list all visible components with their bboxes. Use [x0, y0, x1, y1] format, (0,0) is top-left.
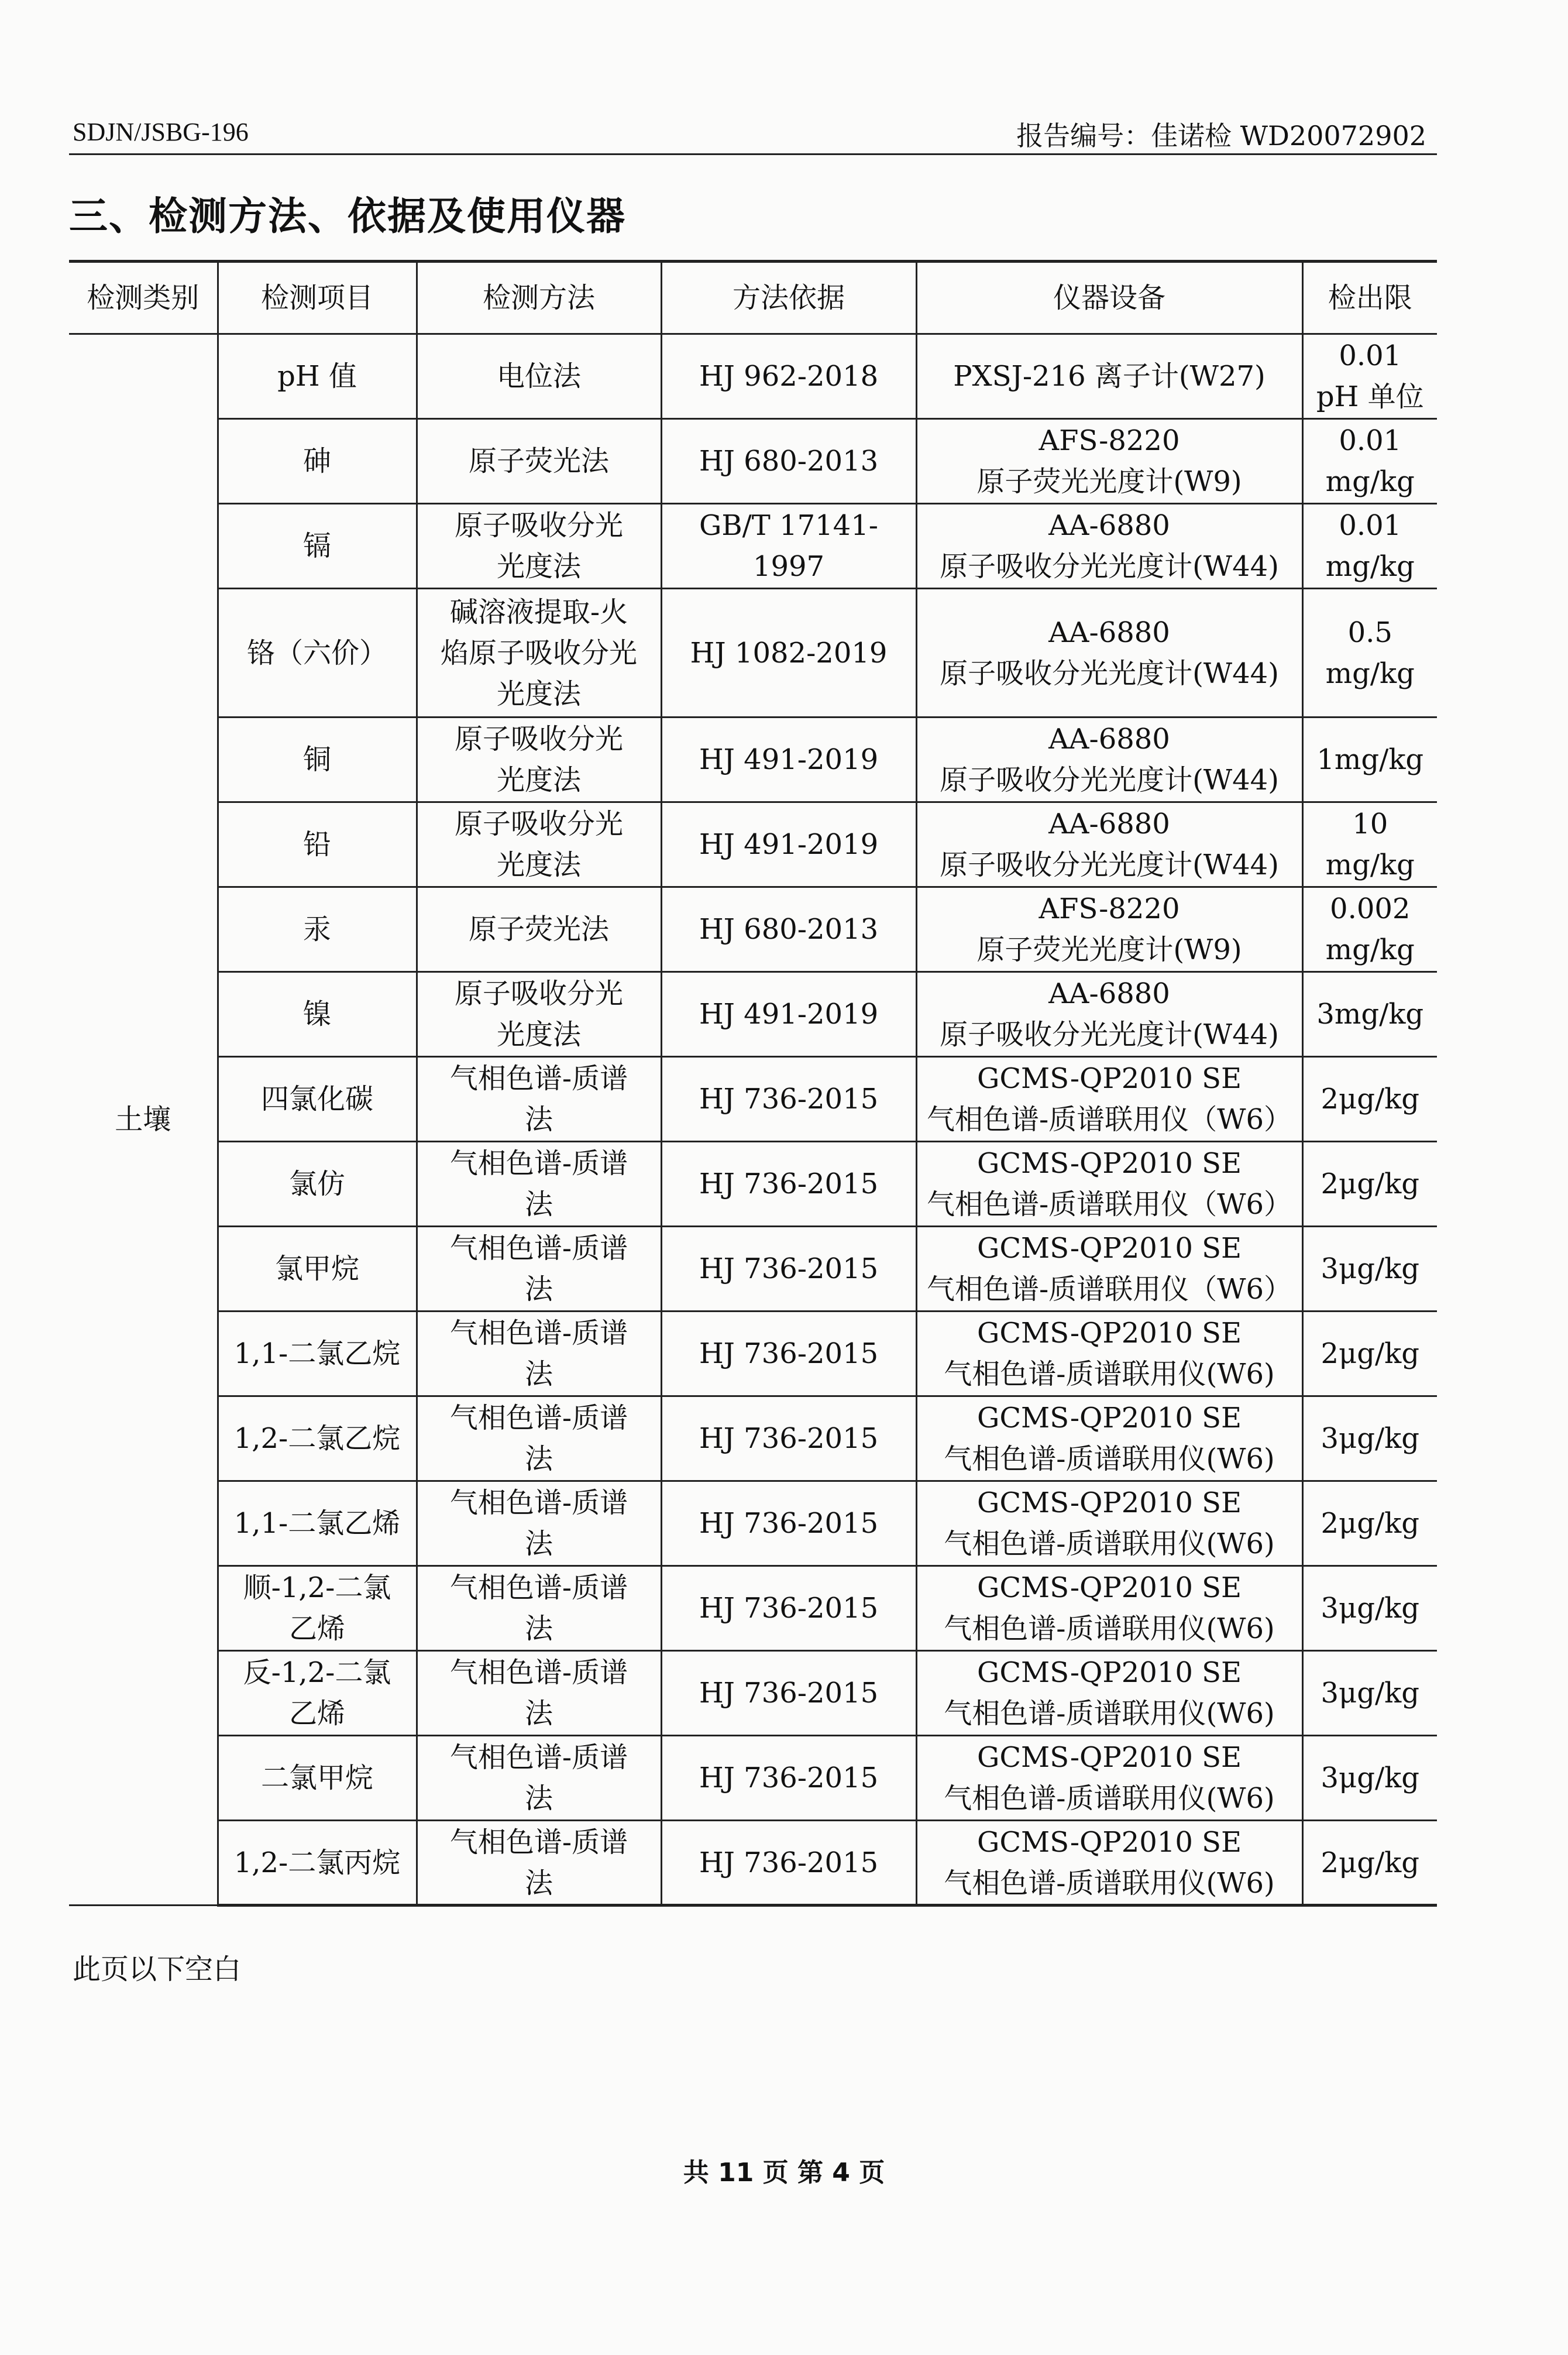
- cell-line: 二氯甲烷: [260, 1762, 373, 1794]
- limit-cell: [1302, 1736, 1437, 1821]
- cell-line: AA-6880: [1048, 616, 1170, 649]
- cell-line: mg/kg: [1325, 465, 1415, 498]
- instrument-cell: [916, 972, 1302, 1057]
- table-row: [69, 1481, 1437, 1566]
- cell-line: 原子荧光光度计(W9): [976, 933, 1242, 966]
- method-cell: [417, 802, 661, 887]
- basis-cell: GB/T 17141-1997: [661, 504, 916, 589]
- basis-cell: HJ 491-2019: [661, 718, 916, 802]
- cell-line: AA-6880: [1048, 723, 1170, 756]
- cell-line: GCMS-QP2010 SE: [976, 1656, 1242, 1689]
- cell-line: 气相色谱-质谱联用仪(W6): [944, 1866, 1275, 1900]
- cell-line: 光度法: [496, 550, 581, 583]
- cell-line: 原子吸收分光光度计(W44): [940, 764, 1279, 797]
- method-cell: [417, 1396, 661, 1481]
- cell-line: pH 值: [277, 360, 357, 393]
- document-code: SDJN/JSBG-196: [73, 118, 249, 146]
- cell-line: 光度法: [496, 1018, 581, 1051]
- page-footer: 共 11 页 第 4 页: [683, 2158, 885, 2188]
- limit-cell: [1302, 972, 1437, 1057]
- instrument-cell: [916, 1312, 1302, 1396]
- limit-cell: [1302, 1312, 1437, 1396]
- basis-cell: HJ 680-2013: [661, 419, 916, 504]
- cell-line: 镍: [302, 998, 331, 1031]
- instrument-cell: [916, 1651, 1302, 1736]
- cell-line: 3μg/kg: [1321, 1422, 1419, 1455]
- instrument-cell: [916, 419, 1302, 504]
- item-cell: [218, 1481, 417, 1566]
- cell-line: 法: [524, 1612, 553, 1645]
- cell-line: 气相色谱-质谱联用仪（W6）: [926, 1103, 1292, 1136]
- cell-line: AA-6880: [1048, 977, 1170, 1010]
- section-title: 三、检测方法、依据及使用仪器: [69, 194, 626, 239]
- category-cell: 土壤: [69, 334, 218, 1906]
- cell-line: 3μg/kg: [1321, 1592, 1419, 1625]
- limit-cell: [1302, 419, 1437, 504]
- cell-line: 气相色谱-质谱: [449, 1487, 628, 1519]
- cell-line: 电位法: [496, 360, 581, 393]
- instrument-cell: [916, 1821, 1302, 1906]
- cell-line: 气相色谱-质谱: [449, 1571, 628, 1604]
- limit-cell: [1302, 504, 1437, 589]
- cell-line: 3μg/kg: [1321, 1677, 1419, 1709]
- cell-line: 法: [524, 1103, 553, 1136]
- basis-cell: HJ 962-2018: [661, 334, 916, 419]
- limit-cell: [1302, 1396, 1437, 1481]
- cell-line: 气相色谱-质谱联用仪（W6）: [926, 1273, 1292, 1306]
- cell-line: 1mg/kg: [1316, 743, 1424, 776]
- instrument-cell: [916, 1142, 1302, 1227]
- report-number: 报告编号：佳诺检 WD20072902: [1016, 120, 1426, 152]
- table-row: [69, 718, 1437, 802]
- cell-line: 1,2-二氯丙烷: [233, 1846, 401, 1879]
- method-cell: [417, 1312, 661, 1396]
- method-cell: [417, 1481, 661, 1566]
- cell-line: 砷: [302, 445, 331, 478]
- method-cell: [417, 887, 661, 972]
- limit-cell: [1302, 334, 1437, 419]
- column-header: 检出限: [1302, 262, 1437, 334]
- cell-line: 气相色谱-质谱联用仪(W6): [944, 1358, 1275, 1391]
- table-row: [69, 887, 1437, 972]
- item-cell: [218, 887, 417, 972]
- cell-line: 原子荧光光度计(W9): [976, 465, 1242, 498]
- table-header-row: [69, 262, 1437, 334]
- cell-line: 光度法: [496, 764, 581, 797]
- item-cell: [218, 1227, 417, 1312]
- cell-line: GCMS-QP2010 SE: [976, 1741, 1242, 1774]
- method-cell: [417, 419, 661, 504]
- cell-line: 2μg/kg: [1321, 1846, 1419, 1879]
- cell-line: 1,2-二氯乙烷: [233, 1422, 401, 1455]
- table-row: [69, 1057, 1437, 1142]
- basis-cell: HJ 736-2015: [661, 1651, 916, 1736]
- method-cell: [417, 1142, 661, 1227]
- cell-line: 法: [524, 1358, 553, 1391]
- cell-line: 原子吸收分光光度计(W44): [940, 550, 1279, 583]
- methods-table: [69, 260, 1437, 1907]
- table-row: [69, 1312, 1437, 1396]
- column-header: 方法依据: [661, 262, 916, 334]
- item-cell: [218, 802, 417, 887]
- cell-line: 四氯化碳: [260, 1083, 373, 1115]
- instrument-cell: [916, 504, 1302, 589]
- item-cell: [218, 1396, 417, 1481]
- cell-line: 2μg/kg: [1321, 1083, 1419, 1115]
- cell-line: 气相色谱-质谱: [449, 1232, 628, 1265]
- cell-line: 乙烯: [288, 1612, 345, 1645]
- cell-line: 气相色谱-质谱: [449, 1062, 628, 1095]
- cell-line: 3μg/kg: [1321, 1762, 1419, 1794]
- cell-line: 法: [524, 1697, 553, 1730]
- item-cell: [218, 1057, 417, 1142]
- cell-line: 氯仿: [288, 1168, 345, 1200]
- cell-line: 光度法: [496, 849, 581, 881]
- table-row: [69, 504, 1437, 589]
- cell-line: 气相色谱-质谱联用仪（W6）: [926, 1188, 1292, 1221]
- cell-line: 铅: [302, 828, 331, 861]
- basis-cell: HJ 1082-2019: [661, 589, 916, 718]
- limit-cell: [1302, 1227, 1437, 1312]
- cell-line: GCMS-QP2010 SE: [976, 1317, 1242, 1350]
- table-row: [69, 802, 1437, 887]
- cell-line: AFS-8220: [1039, 892, 1180, 925]
- cell-line: 1,1-二氯乙烯: [233, 1507, 401, 1540]
- limit-cell: [1302, 1142, 1437, 1227]
- cell-line: 反-1,2-二氯: [243, 1656, 391, 1689]
- cell-line: GCMS-QP2010 SE: [976, 1571, 1242, 1604]
- cell-line: 1,1-二氯乙烷: [233, 1337, 401, 1370]
- item-cell: [218, 589, 417, 718]
- cell-line: 原子吸收分光: [454, 509, 623, 542]
- cell-line: 法: [524, 1273, 553, 1306]
- column-header: 检测方法: [417, 262, 661, 334]
- cell-line: 铬（六价）: [246, 636, 387, 670]
- cell-line: 法: [524, 1188, 553, 1221]
- cell-line: 铜: [302, 743, 331, 776]
- cell-line: 原子吸收分光: [454, 723, 623, 756]
- cell-line: 顺-1,2-二氯: [243, 1571, 391, 1604]
- cell-line: 气相色谱-质谱: [449, 1317, 628, 1350]
- cell-line: PXSJ-216 离子计(W27): [953, 360, 1266, 393]
- table-row: [69, 589, 1437, 718]
- cell-line: 气相色谱-质谱联用仪(W6): [944, 1527, 1275, 1560]
- cell-line: 3μg/kg: [1321, 1252, 1419, 1285]
- cell-line: 碱溶液提取-火: [449, 595, 628, 629]
- limit-cell: [1302, 1481, 1437, 1566]
- instrument-cell: [916, 1057, 1302, 1142]
- cell-line: 2μg/kg: [1321, 1507, 1419, 1540]
- limit-cell: [1302, 589, 1437, 718]
- cell-line: AA-6880: [1048, 509, 1170, 542]
- table-row: [69, 1396, 1437, 1481]
- table-body: [69, 334, 1437, 1906]
- basis-cell: HJ 736-2015: [661, 1227, 916, 1312]
- method-cell: [417, 589, 661, 718]
- table-row: [69, 1821, 1437, 1906]
- table-row: [69, 1142, 1437, 1227]
- cell-line: 0.002: [1330, 892, 1411, 925]
- method-cell: [417, 1057, 661, 1142]
- cell-line: 10: [1352, 808, 1388, 840]
- cell-line: 法: [524, 1443, 553, 1475]
- item-cell: [218, 1566, 417, 1651]
- cell-line: mg/kg: [1325, 849, 1415, 881]
- cell-line: AA-6880: [1048, 808, 1170, 840]
- table-row: [69, 419, 1437, 504]
- cell-line: 0.5: [1347, 616, 1392, 649]
- cell-line: mg/kg: [1325, 657, 1415, 690]
- basis-cell: HJ 736-2015: [661, 1736, 916, 1821]
- method-cell: [417, 1651, 661, 1736]
- cell-line: 0.01: [1339, 339, 1402, 372]
- instrument-cell: [916, 589, 1302, 718]
- cell-line: 法: [524, 1782, 553, 1815]
- cell-line: 汞: [302, 913, 331, 946]
- method-cell: [417, 504, 661, 589]
- basis-cell: HJ 736-2015: [661, 1396, 916, 1481]
- method-cell: [417, 1227, 661, 1312]
- item-cell: [218, 334, 417, 419]
- blank-page-note: 此页以下空白: [73, 1953, 242, 1986]
- cell-line: 原子吸收分光光度计(W44): [940, 849, 1279, 881]
- table-row: [69, 1566, 1437, 1651]
- item-cell: [218, 504, 417, 589]
- column-header: 检测项目: [218, 262, 417, 334]
- basis-cell: HJ 736-2015: [661, 1312, 916, 1396]
- cell-line: GCMS-QP2010 SE: [976, 1825, 1242, 1859]
- method-cell: [417, 972, 661, 1057]
- instrument-cell: [916, 1566, 1302, 1651]
- cell-line: 光度法: [496, 677, 581, 710]
- method-cell: [417, 718, 661, 802]
- method-cell: [417, 1736, 661, 1821]
- item-cell: [218, 419, 417, 504]
- cell-line: 气相色谱-质谱: [449, 1825, 628, 1859]
- table-row: [69, 1736, 1437, 1821]
- cell-line: mg/kg: [1325, 550, 1415, 583]
- basis-cell: HJ 736-2015: [661, 1481, 916, 1566]
- cell-line: AFS-8220: [1039, 424, 1180, 457]
- method-cell: [417, 334, 661, 419]
- cell-line: 原子荧光法: [468, 913, 609, 946]
- cell-line: 原子吸收分光光度计(W44): [940, 657, 1279, 690]
- instrument-cell: [916, 802, 1302, 887]
- instrument-cell: [916, 1396, 1302, 1481]
- table-row: [69, 972, 1437, 1057]
- limit-cell: [1302, 802, 1437, 887]
- item-cell: [218, 718, 417, 802]
- table-row: [69, 1651, 1437, 1736]
- cell-line: 原子吸收分光: [454, 808, 623, 840]
- cell-line: 气相色谱-质谱联用仪(W6): [944, 1782, 1275, 1815]
- limit-cell: [1302, 1057, 1437, 1142]
- limit-cell: [1302, 1821, 1437, 1906]
- header-divider: [69, 153, 1437, 155]
- cell-line: 2μg/kg: [1321, 1168, 1419, 1200]
- basis-cell: HJ 736-2015: [661, 1142, 916, 1227]
- item-cell: [218, 1142, 417, 1227]
- instrument-cell: [916, 718, 1302, 802]
- cell-line: GCMS-QP2010 SE: [976, 1402, 1242, 1434]
- cell-line: GCMS-QP2010 SE: [976, 1487, 1242, 1519]
- cell-line: 气相色谱-质谱: [449, 1741, 628, 1774]
- cell-line: 法: [524, 1527, 553, 1560]
- cell-line: 气相色谱-质谱: [449, 1402, 628, 1434]
- cell-line: 镉: [302, 530, 331, 562]
- cell-line: 气相色谱-质谱联用仪(W6): [944, 1443, 1275, 1475]
- method-cell: [417, 1821, 661, 1906]
- cell-line: 0.01: [1339, 424, 1402, 457]
- limit-cell: [1302, 1566, 1437, 1651]
- item-cell: [218, 1736, 417, 1821]
- instrument-cell: [916, 1736, 1302, 1821]
- cell-line: 原子荧光法: [468, 445, 609, 478]
- cell-line: GCMS-QP2010 SE: [976, 1147, 1242, 1180]
- method-cell: [417, 1566, 661, 1651]
- column-header: 仪器设备: [916, 262, 1302, 334]
- instrument-cell: [916, 1481, 1302, 1566]
- limit-cell: [1302, 1651, 1437, 1736]
- cell-line: 气相色谱-质谱联用仪(W6): [944, 1612, 1275, 1645]
- cell-line: 焰原子吸收分光: [440, 636, 637, 670]
- item-cell: [218, 1821, 417, 1906]
- cell-line: 法: [524, 1866, 553, 1900]
- cell-line: GCMS-QP2010 SE: [976, 1232, 1242, 1265]
- cell-line: 0.01: [1339, 509, 1402, 542]
- item-cell: [218, 1312, 417, 1396]
- cell-line: 气相色谱-质谱: [449, 1147, 628, 1180]
- cell-line: 原子吸收分光光度计(W44): [940, 1018, 1279, 1051]
- table-row: [69, 334, 1437, 419]
- instrument-cell: [916, 1227, 1302, 1312]
- item-cell: [218, 972, 417, 1057]
- cell-line: pH 单位: [1316, 380, 1424, 413]
- basis-cell: HJ 491-2019: [661, 802, 916, 887]
- instrument-cell: [916, 887, 1302, 972]
- cell-line: GCMS-QP2010 SE: [976, 1062, 1242, 1095]
- column-header: 检测类别: [69, 262, 218, 334]
- cell-line: 原子吸收分光: [454, 977, 623, 1010]
- limit-cell: [1302, 718, 1437, 802]
- table-row: [69, 1227, 1437, 1312]
- basis-cell: HJ 736-2015: [661, 1566, 916, 1651]
- basis-cell: HJ 680-2013: [661, 887, 916, 972]
- cell-line: 乙烯: [288, 1697, 345, 1730]
- basis-cell: HJ 736-2015: [661, 1057, 916, 1142]
- cell-line: 3mg/kg: [1316, 998, 1424, 1031]
- item-cell: [218, 1651, 417, 1736]
- cell-line: 2μg/kg: [1321, 1337, 1419, 1370]
- cell-line: 气相色谱-质谱: [449, 1656, 628, 1689]
- basis-cell: HJ 491-2019: [661, 972, 916, 1057]
- limit-cell: [1302, 887, 1437, 972]
- instrument-cell: [916, 334, 1302, 419]
- cell-line: 气相色谱-质谱联用仪(W6): [944, 1697, 1275, 1730]
- cell-line: 氯甲烷: [274, 1252, 359, 1285]
- basis-cell: HJ 736-2015: [661, 1821, 916, 1906]
- cell-line: mg/kg: [1325, 933, 1415, 966]
